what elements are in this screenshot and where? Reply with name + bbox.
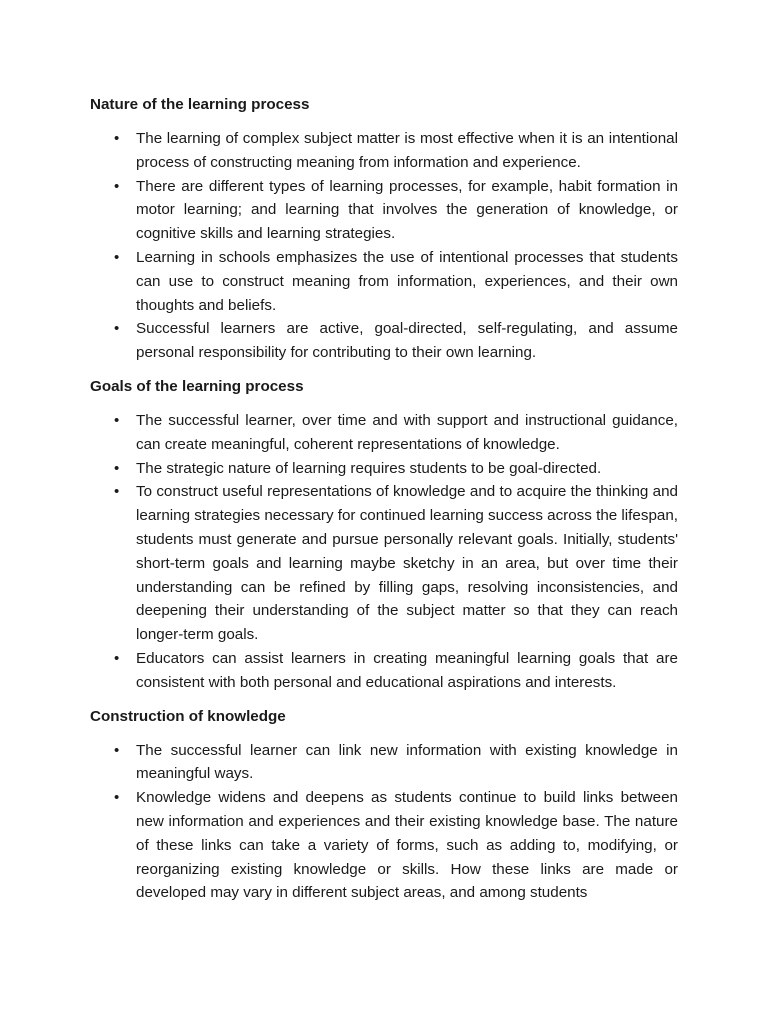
bullet-list <box>90 127 678 365</box>
list-item-text: The strategic nature of learning requires students to be goal-directed. <box>136 459 602 477</box>
list-item <box>90 409 678 457</box>
bullet-icon: • <box>114 177 120 195</box>
list-item <box>90 175 678 246</box>
bullet-icon: • <box>114 459 120 477</box>
bullet-list <box>90 739 678 906</box>
list-item-text: To construct useful representations of knowledge and to acquire the thinking and learning strategies necessary for continued learning success across the lifespan, students must generate and pursue personally relevant goals. Initially, students' short-term goals and learning maybe sketchy in an area, but over time their understanding can be refined by filling gaps, resolving inconsistencies, and deepening their understanding of the subject matter so that they can reach longer-term goals. <box>136 483 678 644</box>
bullet-icon: • <box>114 320 120 338</box>
section-goals <box>90 375 678 695</box>
list-item <box>90 739 678 787</box>
list-item-text: The successful learner, over time and with support and instructional guidance, can create meaningful, coherent representations of knowledge. <box>136 411 678 453</box>
list-item <box>90 127 678 175</box>
section-nature <box>90 93 678 365</box>
list-item-text: The learning of complex subject matter is most effective when it is an intentional process of constructing meaning from information and experience. <box>136 130 678 171</box>
list-item <box>90 246 678 317</box>
bullet-icon: • <box>114 130 120 147</box>
bullet-icon: • <box>114 483 120 501</box>
section-construction <box>90 705 678 906</box>
bullet-icon: • <box>114 411 120 429</box>
list-item <box>90 457 678 481</box>
bullet-list <box>90 409 678 695</box>
list-item-text: Successful learners are active, goal-directed, self-regulating, and assume personal responsibility for contributing to their own learning. <box>136 320 678 362</box>
list-item <box>90 317 678 365</box>
section-heading: Nature of the learning process <box>90 96 310 113</box>
section-heading: Goals of the learning process <box>90 377 304 395</box>
bullet-icon: • <box>114 248 120 266</box>
bullet-icon: • <box>114 649 120 667</box>
list-item <box>90 647 678 695</box>
list-item-text: The successful learner can link new information with existing knowledge in meaningful ways. <box>136 741 678 783</box>
bullet-icon: • <box>114 741 120 759</box>
section-heading: Construction of knowledge <box>90 707 286 725</box>
list-item <box>90 480 678 647</box>
list-item <box>90 786 678 905</box>
bullet-icon: • <box>114 789 120 807</box>
list-item-text: Knowledge widens and deepens as students continue to build links between new information and experiences and their existing knowledge base. The nature of these links can take a variety of forms, such as adding to, modifying, or reorganizing existing knowledge or skills. How these links are made or developed may vary in different subject areas, and among students <box>136 789 678 902</box>
list-item-text: Learning in schools emphasizes the use of intentional processes that students can use to construct meaning from information, experiences, and their own thoughts and beliefs. <box>136 248 678 314</box>
list-item-text: Educators can assist learners in creating meaningful learning goals that are consistent with both personal and educational aspirations and interests. <box>136 649 678 691</box>
list-item-text: There are different types of learning processes, for example, habit formation in motor learning; and learning that involves the generation of knowledge, or cognitive skills and learning strategies. <box>136 177 678 243</box>
